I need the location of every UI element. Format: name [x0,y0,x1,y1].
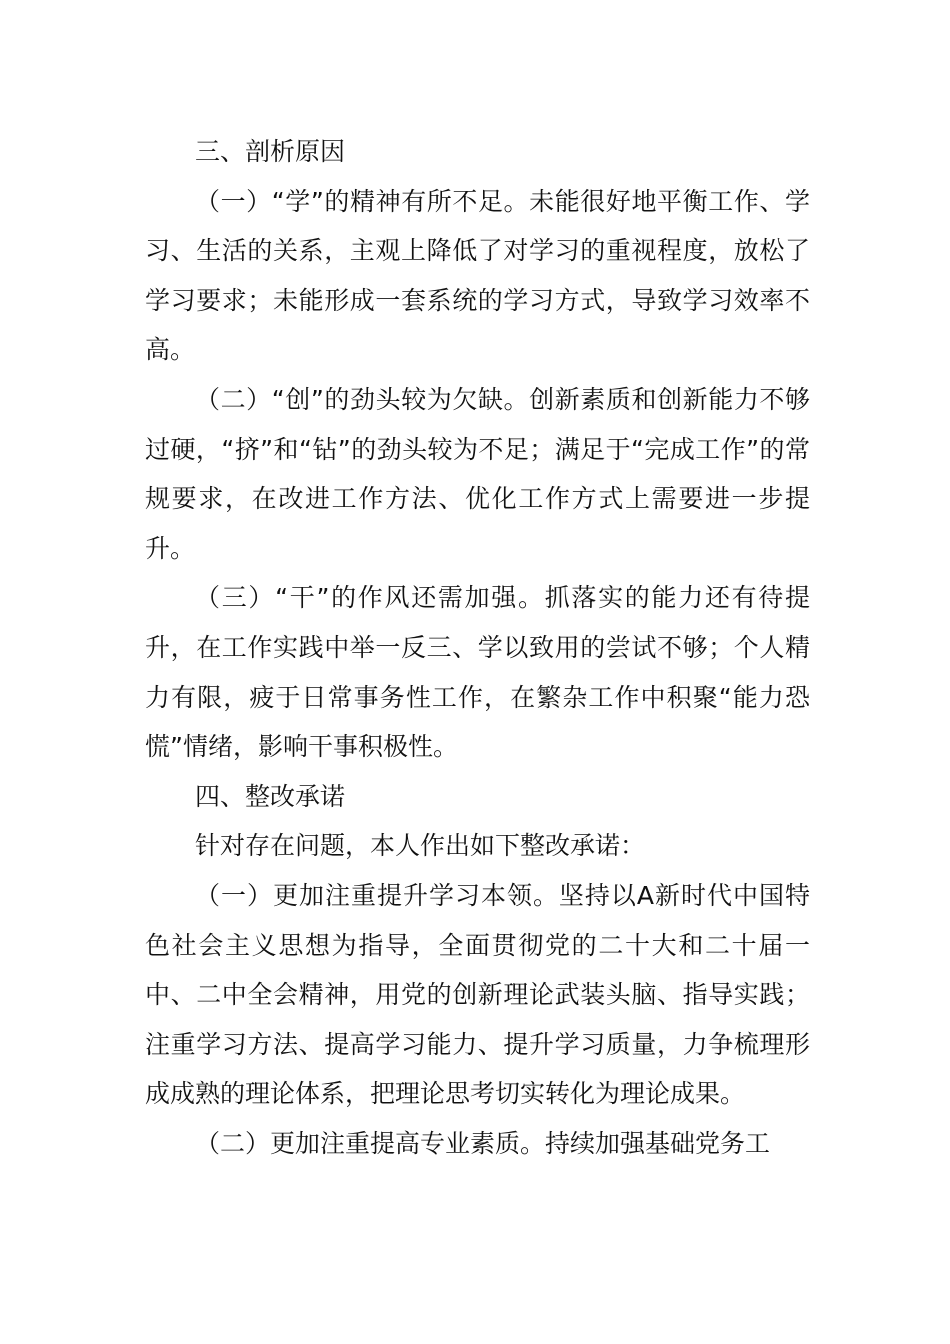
section-heading-commitment: 四、整改承诺 [195,781,346,811]
section-heading-analysis: 三、剖析原因 [195,137,346,166]
paragraph-commitment-intro: 针对存在问题，本人作出如下整改承诺： [195,831,646,861]
paragraph-professional-quality: （二）更加注重提高专业素质。持续加强基础党务工 [195,1128,771,1158]
paragraph-work-style: （三）“干”的作风还需加强。抓落实的能力还有待提升，在工作实践中举一反三、学以致用的尝试不够；个人精力有限，疲于日常事务性工作，在繁杂工作中积聚“能力恐慌”情绪，影响干事积极性。 [145,583,810,762]
paragraph-study-spirit: （一）“学”的精神有所不足。未能很好地平衡工作、学习、生活的关系，主观上降低了对学习的重视程度，放松了学习要求；未能形成一套系统的学习方式，导致学习效率不高。 [145,186,810,365]
document-body [145,127,810,1168]
paragraph-innovation-drive: （二）“创”的劲头较为欠缺。创新素质和创新能力不够过硬，“挤”和“钻”的劲头较为不足；满足于“完成工作”的常规要求，在改进工作方法、优化工作方式上需要进一步提升。 [145,384,810,563]
paragraph-learning-ability: （一）更加注重提升学习本领。坚持以A新时代中国特色社会主义思想为指导，全面贯彻党的二十大和二十届一中、二中全会精神，用党的创新理论武装头脑、指导实践；注重学习方法、提高学习能力、提升学习质量，力争梳理形成成熟的理论体系，把理论思考切实转化为理论成果。 [145,880,810,1109]
